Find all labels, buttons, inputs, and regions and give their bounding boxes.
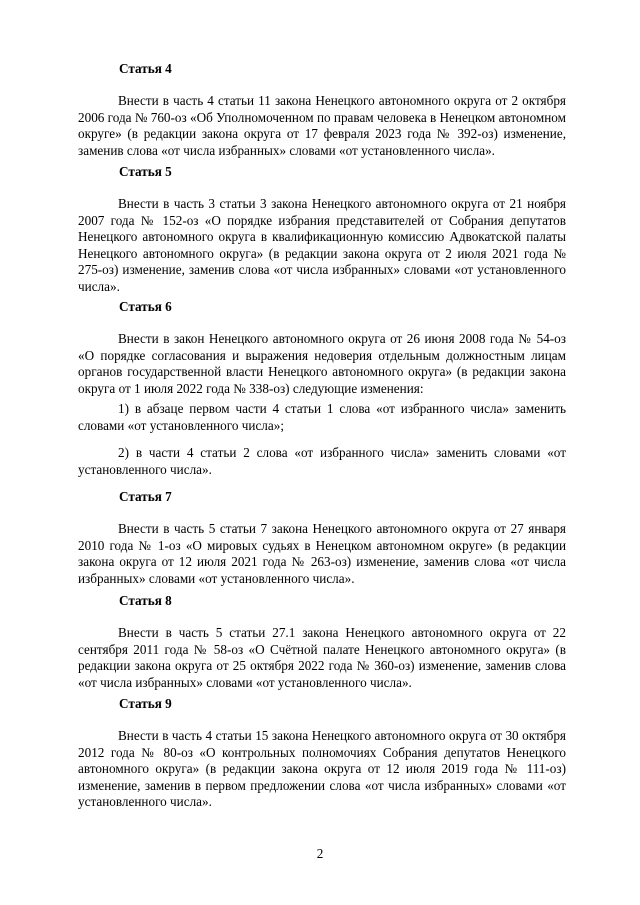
page-number: 2 <box>316 846 324 861</box>
article-8-paragraph: Внести в часть 5 статьи 27.1 закона Ненецкого автономного округа от 22 сентября 2011 года № 58-оз «О Счётной палате Ненецкого автономного округа» (в редакции закона округа от 25 октября 2022 года № 360-оз) изменение, заменив слова «от числа избранных» словами «от установленного числа». <box>78 625 566 690</box>
article-5-paragraph: Внести в часть 3 статьи 3 закона Ненецкого автономного округа от 21 ноября 2007 года № 152-оз «О порядке избрания представителей от Собрания депутатов Ненецкого автономного округа в квалификационную комиссию Адвокатской палаты Ненецкого автономного округа» (в редакции закона округа от 2 июля 2021 года № 275-оз) изменение, заменив слова «от числа избранных» словами «от установленного числа». <box>78 196 566 294</box>
article-8-heading: Статья 8 <box>119 593 172 608</box>
article-4-heading: Статья 4 <box>119 61 172 76</box>
article-7-paragraph: Внести в часть 5 статьи 7 закона Ненецкого автономного округа от 27 января 2010 года № 1-оз «О мировых судьях в Ненецком автономном округе» (в редакции закона округа от 12 июля 2021 года № 263-оз) изменение, заменив слова «от числа избранных» словами «от установленного числа». <box>78 521 566 586</box>
article-6-item-1: 1) в абзаце первом части 4 статьи 1 слова «от избранного числа» заменить словами «от установленного числа»; <box>78 401 566 433</box>
article-6-item-2: 2) в части 4 статьи 2 слова «от избранного числа» заменить словами «от установленного числа». <box>78 445 566 477</box>
article-5-heading: Статья 5 <box>119 164 172 179</box>
article-7-heading: Статья 7 <box>119 489 172 504</box>
article-9-paragraph: Внести в часть 4 статьи 15 закона Ненецкого автономного округа от 30 октября 2012 года № 80-оз «О контрольных полномочиях Собрания депутатов Ненецкого автономного округа» (в редакции закона округа от 12 июля 2019 года № 111-оз) изменение, заменив в первом предложении слова «от числа избранных» словами «от установленного числа». <box>78 728 566 810</box>
article-9-heading: Статья 9 <box>119 696 172 711</box>
article-4-paragraph: Внести в часть 4 статьи 11 закона Ненецкого автономного округа от 2 октября 2006 года № 760-оз «Об Уполномоченном по правам человека в Ненецком автономном округе» (в редакции закона округа от 17 февраля 2023 года № 392-оз) изменение, заменив слова «от числа избранных» словами «от установленного числа». <box>78 93 566 158</box>
article-6-paragraph-1: Внести в закон Ненецкого автономного округа от 26 июня 2008 года № 54-оз «О порядке согласования и выражения недоверия отдельным должностным лицам органов государственной власти Ненецкого автономного округа» (в редакции закона округа от 1 июля 2022 года № 338-оз) следующие изменения: <box>78 331 566 396</box>
article-6-heading: Статья 6 <box>119 299 172 314</box>
